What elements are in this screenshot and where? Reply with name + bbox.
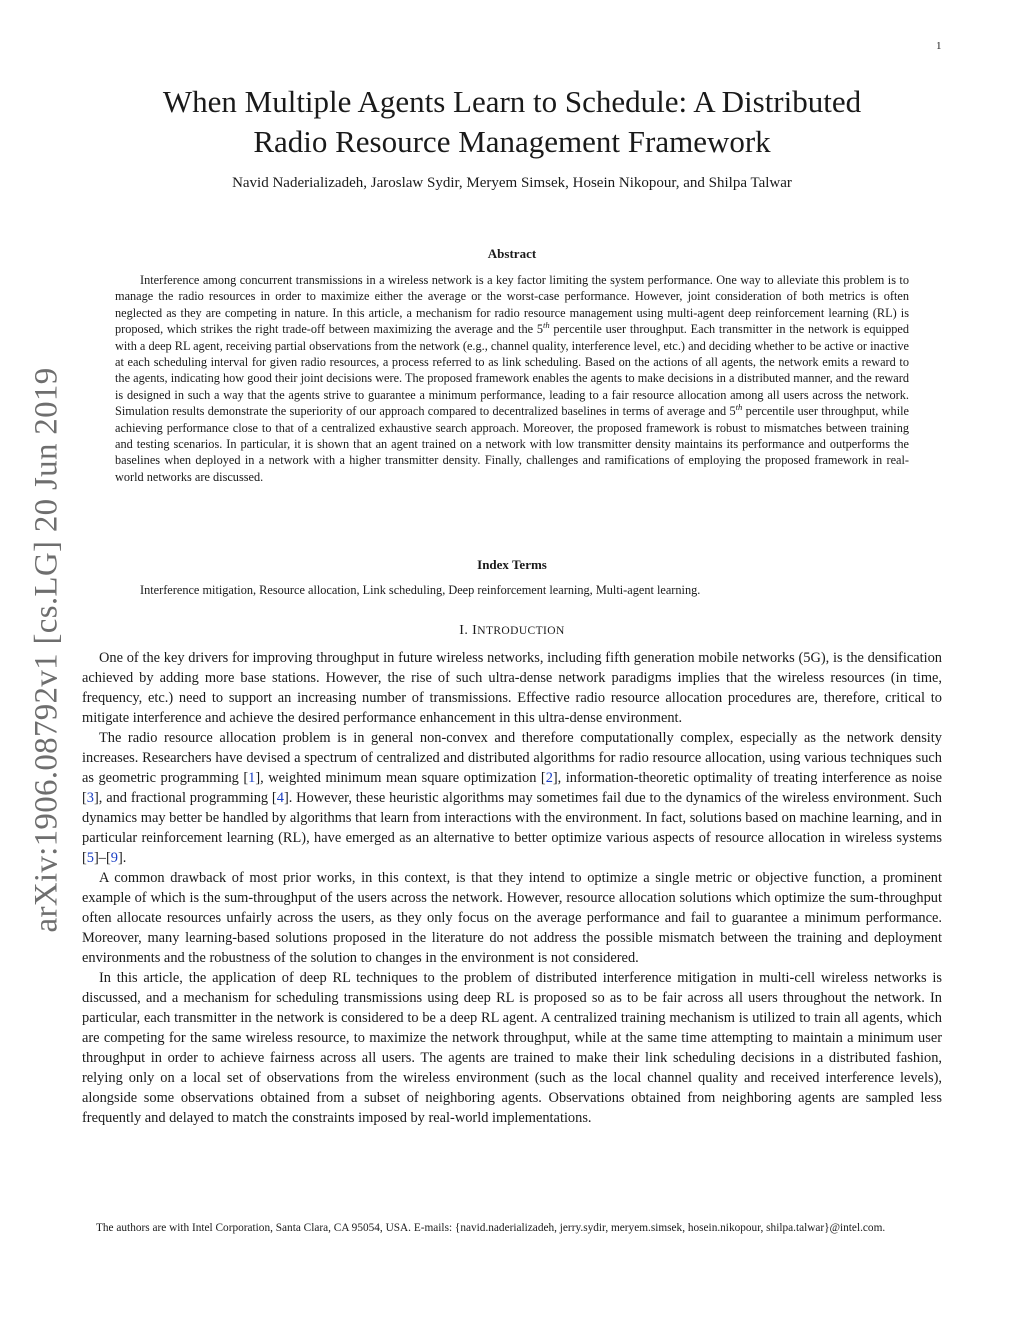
citation-link[interactable]: 3 bbox=[86, 790, 94, 806]
section-numeral: I. I bbox=[459, 623, 478, 638]
introduction-body bbox=[82, 648, 942, 1128]
citation-link[interactable]: 4 bbox=[276, 790, 284, 806]
paragraph-2 bbox=[82, 728, 942, 868]
paper-title bbox=[100, 82, 924, 162]
abstract-part-3: percentile user throughput, while achieving performance close to that of a centralized exhaustive search approach. Moreover, the proposed framework is robust to mismatches between training and testing scenarios. In particular, it is shown that an agent trained on a network with low transmitter density maintains its performance and outperforms the baselines when deployed in a network with a higher transmitter density. Finally, challenges and ramifications of employing the proposed framework in real-world networks are discussed. bbox=[115, 404, 909, 484]
section-heading-introduction bbox=[100, 623, 924, 639]
section-title: NTRODUCTION bbox=[477, 625, 565, 637]
abstract-superscript-2: th bbox=[735, 402, 743, 413]
para2-text: ]. bbox=[117, 850, 127, 866]
para2-text: ], information-theoretic optimality of treating interference as noise [ bbox=[82, 770, 942, 806]
citation-link[interactable]: 2 bbox=[545, 770, 553, 786]
author-footnote: The authors are with Intel Corporation, Santa Clara, CA 95054, USA. E-mails: {navid.naderializadeh, jerry.sydir, meryem.simsek, hosein.nikopour, shilpa.talwar}@intel.com. bbox=[96, 1222, 886, 1234]
page-number: 1 bbox=[936, 40, 942, 52]
citation-link[interactable]: 1 bbox=[248, 770, 256, 786]
para2-text: ]–[ bbox=[94, 850, 111, 866]
paragraph-1: One of the key drivers for improving throughput in future wireless networks, including fifth generation mobile networks (5G), is the densification achieved by adding more base stations. However, the rise of such ultra-dense network paradigms implies that the wireless resources (in time, frequency, etc.) need to support an increasing number of transmissions. Effective radio resource allocation procedures are, therefore, critical to mitigate interference and achieve the desired performance enhancement in this ultra-dense environment. bbox=[82, 650, 942, 726]
title-line-2: Radio Resource Management Framework bbox=[253, 124, 771, 159]
abstract-text bbox=[115, 272, 909, 485]
citation-link[interactable]: 5 bbox=[86, 850, 94, 866]
para2-text: The radio resource allocation problem is in general non-convex and therefore computationally complex, especially as the network density increases. Researchers have devised a spectrum of centralized and distributed algorithms for radio resource allocation, using various techniques such as geometric programming [ bbox=[82, 730, 942, 786]
para2-text: ]. However, these heuristic algorithms may sometimes fail due to the dynamics of the wireless environment. Such dynamics may better be handled by algorithms that learn from interactions with the environment. In fact, solutions based on machine learning, and in particular reinforcement learning (RL), have emerged as an alternative to better optimize various aspects of resource allocation in wireless systems [ bbox=[82, 790, 942, 866]
citation-link[interactable]: 9 bbox=[110, 850, 118, 866]
para2-text: ], weighted minimum mean square optimization [ bbox=[255, 770, 546, 786]
index-terms: Interference mitigation, Resource allocation, Link scheduling, Deep reinforcement learning, Multi-agent learning. bbox=[140, 583, 701, 597]
arxiv-stamp: arXiv:1906.08792v1 [cs.LG] 20 Jun 2019 bbox=[28, 367, 65, 933]
author-list: Navid Naderializadeh, Jaroslaw Sydir, Meryem Simsek, Hosein Nikopour, and Shilpa Talwar bbox=[232, 175, 792, 191]
abstract-part-2: percentile user throughput. Each transmitter in the network is equipped with a deep RL agent, receiving partial observations from the network (e.g., channel quality, interference level, etc.) and deciding whether to be active or inactive at each scheduling interval for given radio resources, a process referred to as link scheduling. Based on the actions of all agents, the network emits a reward to the agents, indicating how good their joint decisions were. The proposed framework enables the agents to make decisions in a distributed manner, and the reward is designed in such a way that the agents strive to guarantee a minimum performance, leading to a fair resource allocation among all users across the network. Simulation results demonstrate the superiority of our approach compared to decentralized baselines in terms of average and 5 bbox=[115, 322, 909, 419]
abstract-superscript-1: th bbox=[542, 320, 550, 331]
title-line-1: When Multiple Agents Learn to Schedule: A Distributed bbox=[162, 84, 862, 119]
paragraph-4: In this article, the application of deep RL techniques to the problem of distributed interference mitigation in multi-cell wireless networks is discussed, and a mechanism for scheduling transmissions using deep RL is proposed so as to be fair across all users throughout the network. In particular, each transmitter in the network is considered to be a deep RL agent. A centralized training mechanism is utilized to train all agents, which are competing for the same wireless resource, to maximize the network throughput, while at the same time attempting to maintain a minimum user throughput in order to achieve fairness across all users. The agents are trained to make their link scheduling decisions in a distributed fashion, relying only on a local set of observations from the wireless environment (such as the local channel quality and received interference levels), alongside some observations obtained from a subset of neighboring agents. Observations obtained from neighboring agents are sampled less frequently and delayed to match the constraints imposed by real-world implementations. bbox=[82, 970, 942, 1126]
paragraph-3: A common drawback of most prior works, in this context, is that they intend to optimize a single metric or objective function, a prominent example of which is the sum-throughput of the users across the network. However, resource allocation solutions which optimize the sum-throughput often allocate resources unfairly across the users, as they only focus on the average performance and fail to guarantee a minimum performance. Moreover, many learning-based solutions proposed in the literature do not address the possible mismatch between the training and deployment environments and the robustness of the solution to changes in the environment is not considered. bbox=[82, 870, 942, 966]
abstract-part-1: Interference among concurrent transmissions in a wireless network is a key factor limiting the system performance. One way to alleviate this problem is to manage the radio resources in order to maximize either the average or the worst-case performance. However, joint consideration of both metrics is often neglected as they are competing in nature. In this article, a mechanism for radio resource management using multi-agent deep reinforcement learning (RL) is proposed, which strikes the right trade-off between maximizing the average and the 5 bbox=[115, 273, 909, 337]
abstract-heading: Abstract bbox=[487, 246, 537, 261]
para2-text: ], and fractional programming [ bbox=[94, 790, 277, 806]
index-terms-heading: Index Terms bbox=[477, 557, 547, 572]
